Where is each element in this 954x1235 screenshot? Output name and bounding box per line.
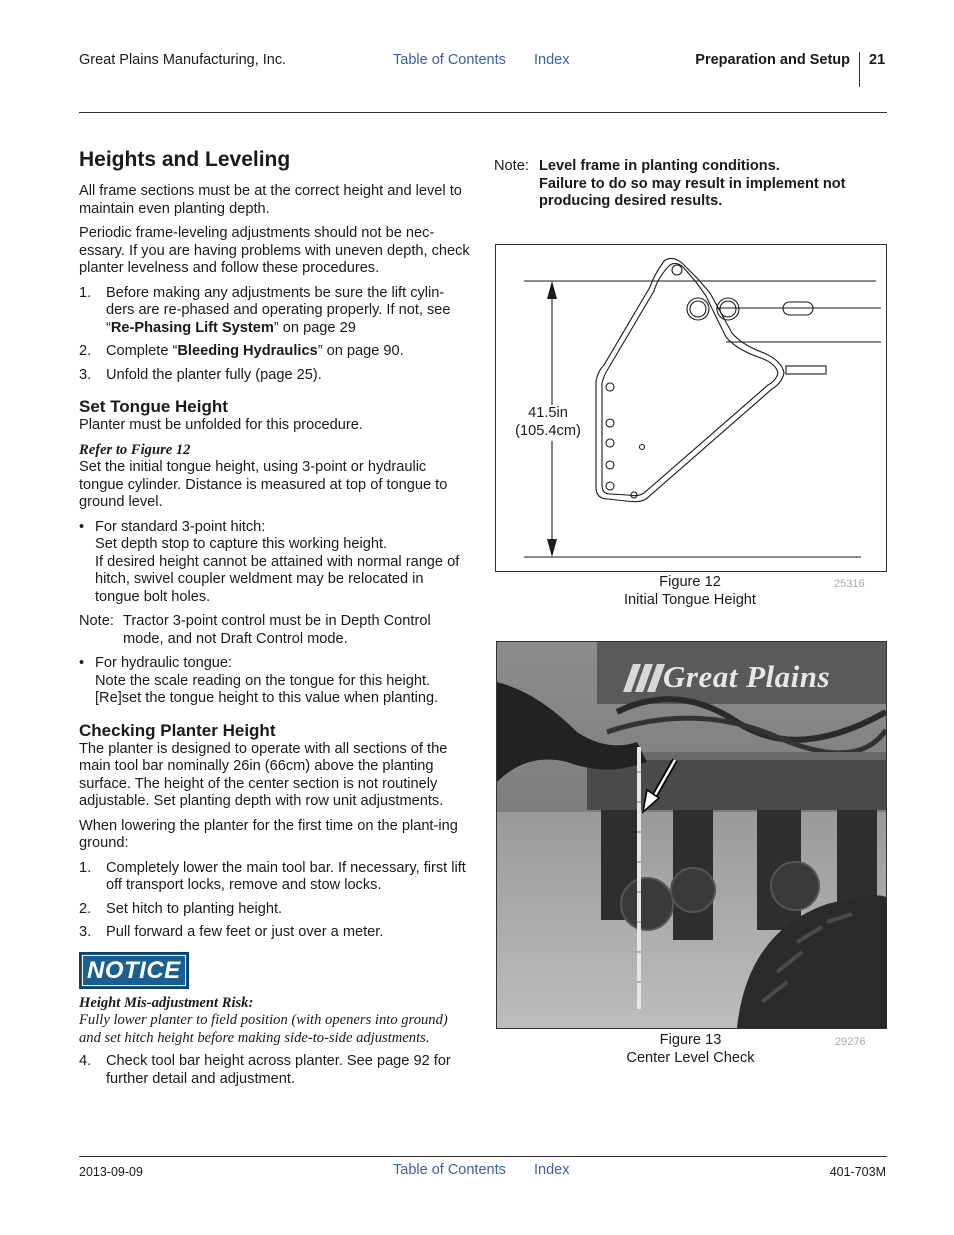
- footer-index-link[interactable]: Index: [534, 1162, 570, 1178]
- list-item: 2. Set hitch to planting height.: [79, 900, 283, 917]
- left-column: [79, 183, 471, 1088]
- figure-12-frame: [495, 244, 887, 572]
- bullet-3-point-hitch: • For standard 3-point hitch: Set depth stop to capture this working height. If desired height cannot be attained with normal range of hitch, swivel coupler weldment may be relocated in tongue bolt holes.: [79, 518, 460, 605]
- re-phasing-link-text: Re-Phasing Lift System: [110, 319, 274, 336]
- list-item: 2. Complete “Bleeding Hydraulics” on page 90.: [79, 343, 404, 359]
- page-title: Heights and Leveling: [79, 148, 291, 171]
- list-item: 1. Completely lower the main tool bar. If necessary, first lift off transport locks, remove and stow locks.: [79, 859, 466, 893]
- footer-rule: [79, 1156, 887, 1157]
- bleeding-hydraulics-text: Bleeding Hydraulics: [177, 343, 318, 359]
- figure-12-caption: Figure 12 Initial Tongue Height: [624, 574, 756, 608]
- footer-doc-number: 401-703M: [829, 1165, 886, 1179]
- header-section-title: Preparation and Setup: [695, 52, 850, 68]
- list-item: 3. Pull forward a few feet or just over a meter.: [79, 924, 384, 940]
- checking-planter-height-heading: Checking Planter Height: [79, 720, 276, 740]
- tongue-instruction: Set the initial tongue height, using 3-point or hydraulic tongue cylinder. Distance is measured at top of tongue to ground level.: [79, 459, 448, 510]
- great-plains-logo: Great Plains: [663, 659, 831, 694]
- header-company: Great Plains Manufacturing, Inc.: [79, 52, 287, 68]
- dimension-label: 41.5in (105.4cm): [512, 405, 584, 440]
- list-item: 4. Check tool bar height across planter. See page 92 for further detail and adjustment.: [79, 1053, 451, 1087]
- checking-paragraph-1: The planter is designed to operate with all sections of the main tool bar nominally 26in (66cm) above the planting surface. The height of the center section is not routinely adjustable. Set planting depth with row unit adjustments.: [79, 740, 448, 809]
- checking-paragraph-2: When lowering the planter for the first time on the plant-ing ground:: [79, 817, 458, 851]
- level-frame-note: Note: Level frame in planting conditions. Failure to do so may result in implement not producing desired results.: [494, 158, 846, 209]
- header-index-link[interactable]: Index: [534, 52, 570, 68]
- figure-13-photo: [496, 641, 887, 1029]
- figure-13-art-number: 29276: [835, 1036, 866, 1048]
- risk-title: Height Mis-adjustment Risk:: [79, 994, 254, 1011]
- footer-toc-link[interactable]: Table of Contents: [393, 1162, 506, 1178]
- header-toc-link[interactable]: Table of Contents: [393, 52, 506, 68]
- unfolded-text: Planter must be unfolded for this procedure.: [79, 417, 363, 433]
- checking-steps: [79, 860, 471, 942]
- set-tongue-height-heading: Set Tongue Height: [79, 397, 228, 416]
- list-item: 1. Before making any adjustments be sure the lift cylin-ders are re-phased and operating properly. If not, see “Re-Phasing Lift System” on page 29: [79, 284, 451, 336]
- footer-date: 2013-09-09: [79, 1165, 143, 1179]
- leveling-steps: [79, 285, 471, 385]
- risk-text: Fully lower planter to field position (with openers into ground) and set hitch height before making side-to-side adjustments.: [79, 1012, 448, 1046]
- refer-figure-12: Refer to Figure 12: [79, 441, 191, 458]
- intro-paragraph-1: All frame sections must be at the correct height and level to maintain even planting depth.: [79, 183, 462, 217]
- figure-13-caption: Figure 13 Center Level Check: [626, 1032, 755, 1066]
- list-item: 3. Unfold the planter fully (page 25).: [79, 366, 322, 383]
- figure-12-art-number: 25316: [834, 578, 865, 590]
- planter-photo: [497, 642, 886, 1028]
- page-number: 21: [869, 52, 886, 68]
- bullet-hydraulic-tongue: • For hydraulic tongue: Note the scale reading on the tongue for this height. [Re]set the tongue height to this value when planting.: [79, 655, 439, 706]
- header-rule: [79, 112, 887, 113]
- header-divider: [859, 52, 860, 87]
- notice-badge: NOTICE: [79, 952, 471, 989]
- tongue-note: Note: Tractor 3-point control must be in Depth Control mode, and not Draft Control mode.: [79, 613, 431, 647]
- intro-paragraph-2: Periodic frame-leveling adjustments should not be nec-essary. If you are having problems with uneven depth, check planter levelness and follow these procedures.: [79, 225, 470, 276]
